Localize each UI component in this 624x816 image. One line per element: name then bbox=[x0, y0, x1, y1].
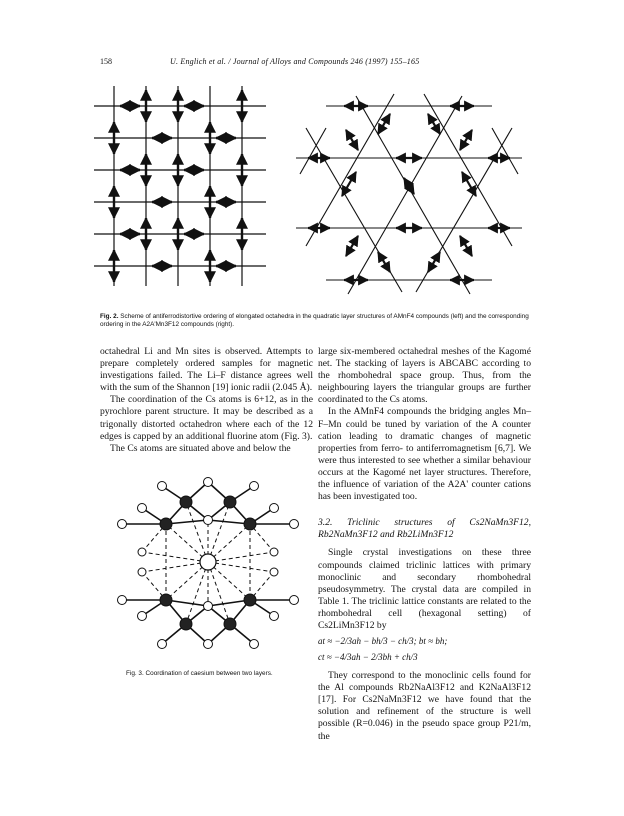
figure3-caption: Fig. 3. Coordination of caesium between two layers. bbox=[126, 670, 273, 677]
right-paragraph-2: In the AMnF4 compounds the bridging angles Mn–F–Mn could be tuned by variation of the A counter cation leading to dramatic changes of magnetic properties from ferro- to antiferromagnetism [6,7]. We were thus interested to see whether a similar behaviour occurs at the Kagomé net layer structures. Therefore, the influence of variation of the A2A' counter cations has been investigated too. bbox=[318, 406, 531, 503]
left-column bbox=[100, 346, 313, 455]
formula-1: at ≈ −2/3ah − bh/3 − ch/3; bt ≈ bh; bbox=[318, 636, 448, 647]
section-heading: 3.2. Triclinic structures of Cs2NaMn3F12, Rb2NaMn3F12 and Rb2LiMn3F12 bbox=[318, 517, 531, 541]
figure3-cs-coordination bbox=[112, 472, 304, 662]
right-paragraph-4: They correspond to the monoclinic cells found for the Al compounds Rb2NaAl3F12 and K2NaAl3F12 [17]. For Cs2NaMn3F12 we have found that the solution and refinement of the structure is well possible (R=0.046) in the pseudo space group P21/m, the bbox=[318, 670, 531, 742]
figure2-caption-label: Fig. 2. bbox=[100, 313, 119, 320]
left-paragraph-3: The Cs atoms are situated above and below the bbox=[110, 442, 291, 454]
formula-2: ct ≈ −4/3ah − 2/3bh + ch/3 bbox=[318, 652, 418, 663]
right-paragraph-3: Single crystal investigations on these three compounds claimed triclinic lattices with primary monoclinic and secondary rhombohedral pseudosymmetry. The crystal data are compiled in Table 1. The triclinic lattice constants are related to the rhombohedral cell (hexagonal setting) of Cs2LiMn3F12 by bbox=[318, 547, 531, 631]
right-column bbox=[318, 346, 531, 743]
page-number: 158 bbox=[100, 57, 112, 66]
right-paragraph-1: large six-membered octahedral meshes of the Kagomé net. The stacking of layers is ABCABC according to the rhombohedral space group. Thus, from the neighbouring layers the triangular groups are further coordinated to the Cs atoms. bbox=[318, 346, 531, 406]
figure2-square-grid bbox=[94, 86, 274, 291]
left-paragraph-2: The coordination of the Cs atoms is 6+12, as in the pyrochlore parent structure. It may be described as a trigonally distorted octahedron where each of the 12 edges is capped by an additional fluorine atom (Fig. 3). bbox=[100, 394, 313, 442]
figure2-caption bbox=[100, 313, 530, 330]
figure2-caption-text: Scheme of antiferrodistortive ordering of elongated octahedra in the quadratic layer structures of AMnF4 compounds (left) and the corresponding ordering in the A2A'Mn3F12 compounds (right). bbox=[100, 313, 529, 329]
running-head: U. Englich et al. / Journal of Alloys and Compounds 246 (1997) 155–165 bbox=[170, 57, 420, 66]
left-paragraph-1: octahedral Li and Mn sites is observed. Attempts to prepare completely ordered samples for magnetic investigations failed. The Li–F distance agrees well with the sum of the Shannon [19] ionic radii (2.045 Å). bbox=[100, 346, 313, 394]
figure2-kagome-net bbox=[286, 78, 532, 310]
